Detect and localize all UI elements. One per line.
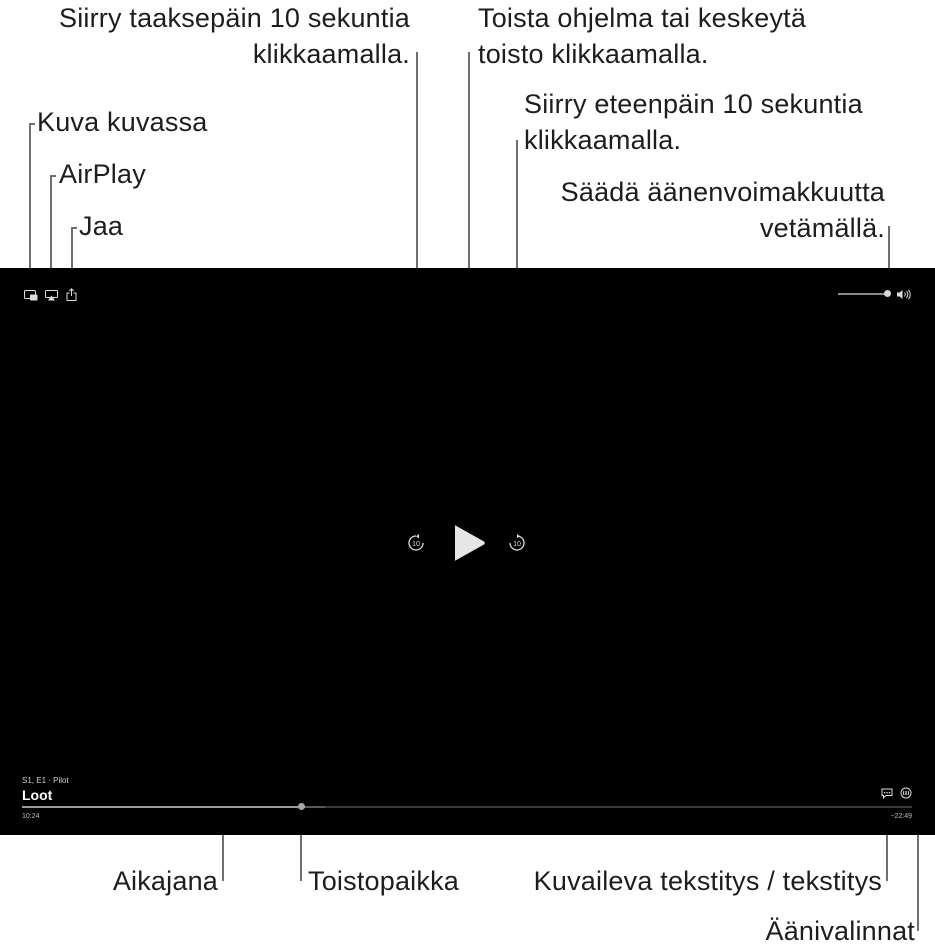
speech-bubble-icon bbox=[881, 788, 893, 799]
volume-button[interactable] bbox=[896, 289, 912, 300]
callout-skip-back bbox=[59, 0, 410, 72]
picture-in-picture-icon bbox=[24, 290, 38, 301]
callout-volume-line1: Säädä äänenvoimakkuutta bbox=[560, 177, 885, 207]
callout-airplay: AirPlay bbox=[59, 159, 146, 189]
callout-play bbox=[478, 0, 806, 72]
skip-forward-button[interactable] bbox=[508, 534, 526, 552]
callout-share: Jaa bbox=[79, 211, 124, 241]
callout-skip-back-line2: klikkaamalla. bbox=[252, 39, 410, 69]
skip-back-10-icon bbox=[407, 534, 425, 552]
share-icon bbox=[66, 288, 77, 301]
show-title: Loot bbox=[22, 787, 53, 803]
callout-timeline: Aikajana bbox=[112, 866, 218, 896]
video-player[interactable] bbox=[0, 268, 935, 835]
skip-forward-label: 10 bbox=[513, 541, 521, 548]
callout-skip-fwd-line2: klikkaamalla. bbox=[524, 125, 682, 155]
play-icon bbox=[452, 524, 486, 562]
audio-options-icon bbox=[900, 787, 912, 799]
remaining-time: −22:49 bbox=[890, 813, 912, 820]
callout-play-line1: Toista ohjelma tai keskeytä bbox=[478, 3, 807, 33]
audio-options-button[interactable] bbox=[900, 787, 912, 799]
skip-forward-10-icon bbox=[508, 534, 526, 552]
leader-share-tick bbox=[71, 227, 77, 229]
callout-skip-fwd-line1: Siirry eteenpäin 10 sekuntia bbox=[524, 89, 863, 119]
airplay-button[interactable] bbox=[45, 290, 58, 301]
callout-subtitles: Kuvaileva tekstitys / tekstitys bbox=[533, 866, 882, 896]
volume-knob[interactable] bbox=[884, 290, 891, 297]
callout-playhead: Toistopaikka bbox=[308, 866, 459, 896]
leader-pip-tick bbox=[29, 123, 35, 125]
skip-back-label: 10 bbox=[412, 541, 420, 548]
elapsed-time: 10:24 bbox=[22, 813, 40, 820]
callout-volume-line2: vetämällä. bbox=[759, 213, 885, 243]
airplay-icon bbox=[45, 290, 58, 301]
volume-slider[interactable] bbox=[838, 293, 890, 295]
leader-airplay-tick bbox=[50, 175, 56, 177]
callout-play-line2: toisto klikkaamalla. bbox=[478, 39, 709, 69]
subtitles-button[interactable] bbox=[881, 788, 893, 799]
callout-volume bbox=[561, 174, 885, 246]
timeline-played bbox=[22, 806, 301, 808]
skip-back-button[interactable] bbox=[407, 534, 425, 552]
callout-skip-forward bbox=[524, 86, 863, 158]
callout-audio: Äänivalinnat bbox=[765, 916, 915, 946]
share-button[interactable] bbox=[66, 288, 77, 301]
speaker-wave-icon bbox=[896, 289, 912, 300]
callout-skip-back-line1: Siirry taaksepäin 10 sekuntia bbox=[59, 3, 410, 33]
pip-button[interactable] bbox=[24, 290, 38, 301]
playhead[interactable] bbox=[298, 803, 305, 810]
episode-label: S1, E1 · Pilot bbox=[22, 776, 69, 785]
timeline[interactable] bbox=[22, 806, 912, 808]
leader-pip bbox=[29, 123, 31, 283]
play-button[interactable] bbox=[452, 524, 486, 562]
callout-pip: Kuva kuvassa bbox=[37, 107, 208, 137]
